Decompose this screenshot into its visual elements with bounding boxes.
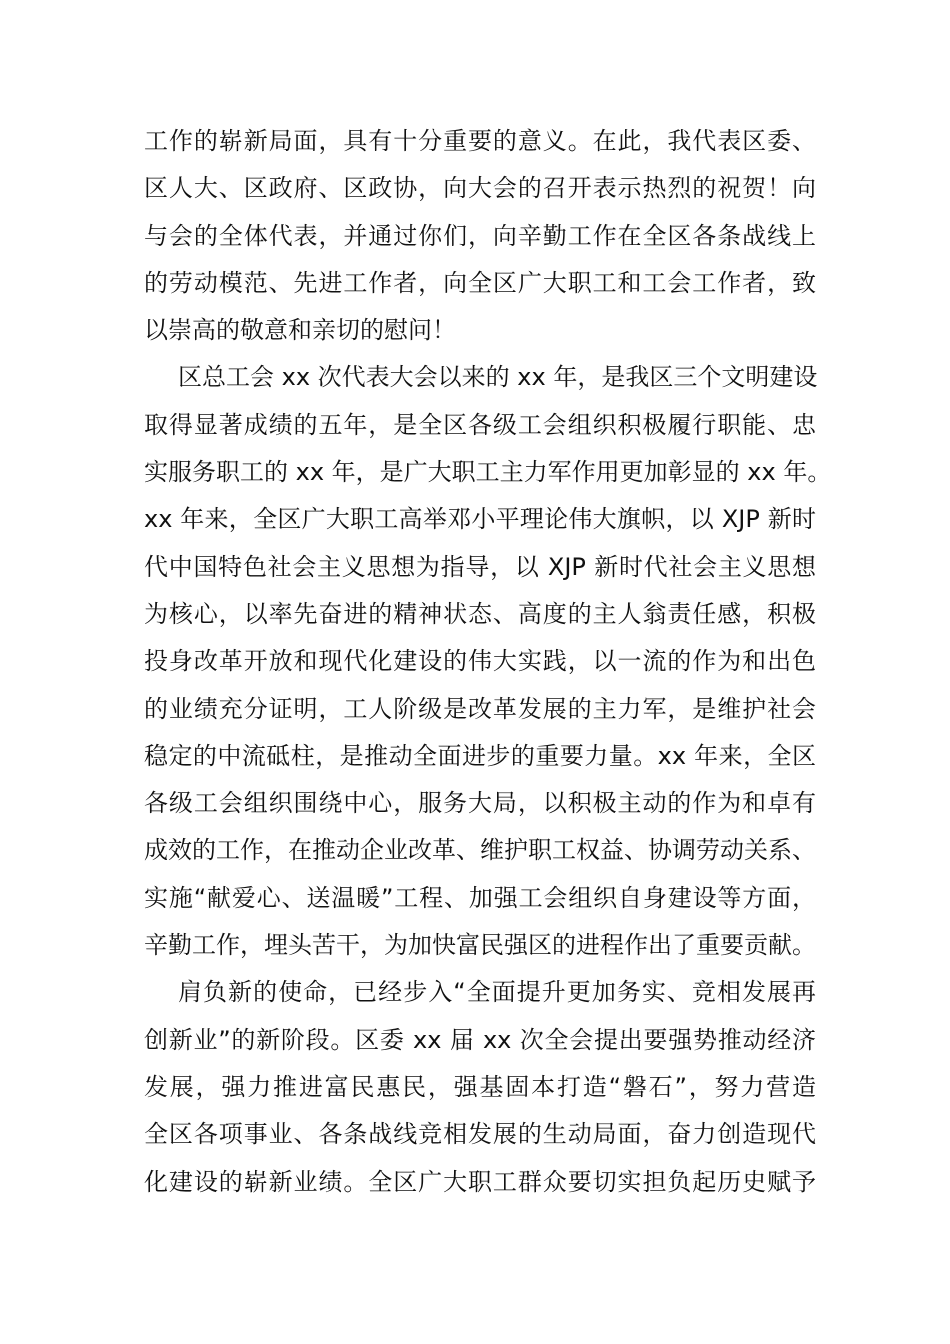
text-line: 的劳动模范、先进工作者，向全区广大职工和工会工作者，致	[144, 268, 816, 297]
text-line: 实施“献爱心、送温暖”工程、加强工会组织自身建设等方面，	[144, 883, 816, 912]
text-line: 发展，强力推进富民惠民，强基固本打造“磐石”，努力营造	[144, 1072, 816, 1101]
text-line: 成效的工作，在推动企业改革、维护职工权益、协调劳动关系、	[144, 836, 816, 865]
text-line: 以崇高的敬意和亲切的慰问！	[144, 316, 456, 345]
text-line: 区总工会 xx 次代表大会以来的 xx 年，是我区三个文明建设	[178, 363, 818, 392]
text-line: 全区各项事业、各条战线竞相发展的生动局面，奋力创造现代	[144, 1120, 816, 1149]
text-line: 取得显著成绩的五年，是全区各级工会组织积极履行职能、忠	[144, 410, 816, 439]
text-line: 肩负新的使命，已经步入“全面提升更加务实、竞相发展再	[178, 978, 816, 1007]
text-line: 实服务职工的 xx 年，是广大职工主力军作用更加彰显的 xx 年。	[144, 458, 832, 487]
paragraph-3	[144, 969, 816, 1205]
text-line: 辛勤工作，埋头苦干，为加快富民强区的进程作出了重要贡献。	[144, 931, 816, 960]
text-line: 代中国特色社会主义思想为指导，以 XJP 新时代社会主义思想	[144, 552, 816, 581]
document-body	[144, 118, 832, 1206]
text-line: 创新业”的新阶段。区委 xx 届 xx 次全会提出要强势推动经济	[144, 1025, 816, 1054]
text-line: xx 年来，全区广大职工高举邓小平理论伟大旗帜，以 XJP 新时	[144, 505, 816, 534]
paragraph-2	[144, 354, 832, 969]
text-line: 工作的崭新局面，具有十分重要的意义。在此，我代表区委、	[144, 127, 816, 155]
text-line: 区人大、区政府、区政协，向大会的召开表示热烈的祝贺！向	[144, 174, 816, 203]
paragraph-1	[144, 118, 816, 354]
text-line: 的业绩充分证明，工人阶级是改革发展的主力军，是维护社会	[144, 694, 816, 723]
text-line: 为核心，以率先奋进的精神状态、高度的主人翁责任感，积极	[144, 599, 816, 628]
text-line: 与会的全体代表，并通过你们，向辛勤工作在全区各条战线上	[144, 221, 816, 250]
text-line: 投身改革开放和现代化建设的伟大实践，以一流的作为和出色	[144, 647, 816, 676]
text-line: 稳定的中流砥柱，是推动全面进步的重要力量。xx 年来，全区	[144, 741, 816, 770]
text-line: 化建设的崭新业绩。全区广大职工群众要切实担负起历史赋予	[144, 1167, 816, 1196]
text-line: 各级工会组织围绕中心，服务大局，以积极主动的作为和卓有	[144, 789, 816, 818]
